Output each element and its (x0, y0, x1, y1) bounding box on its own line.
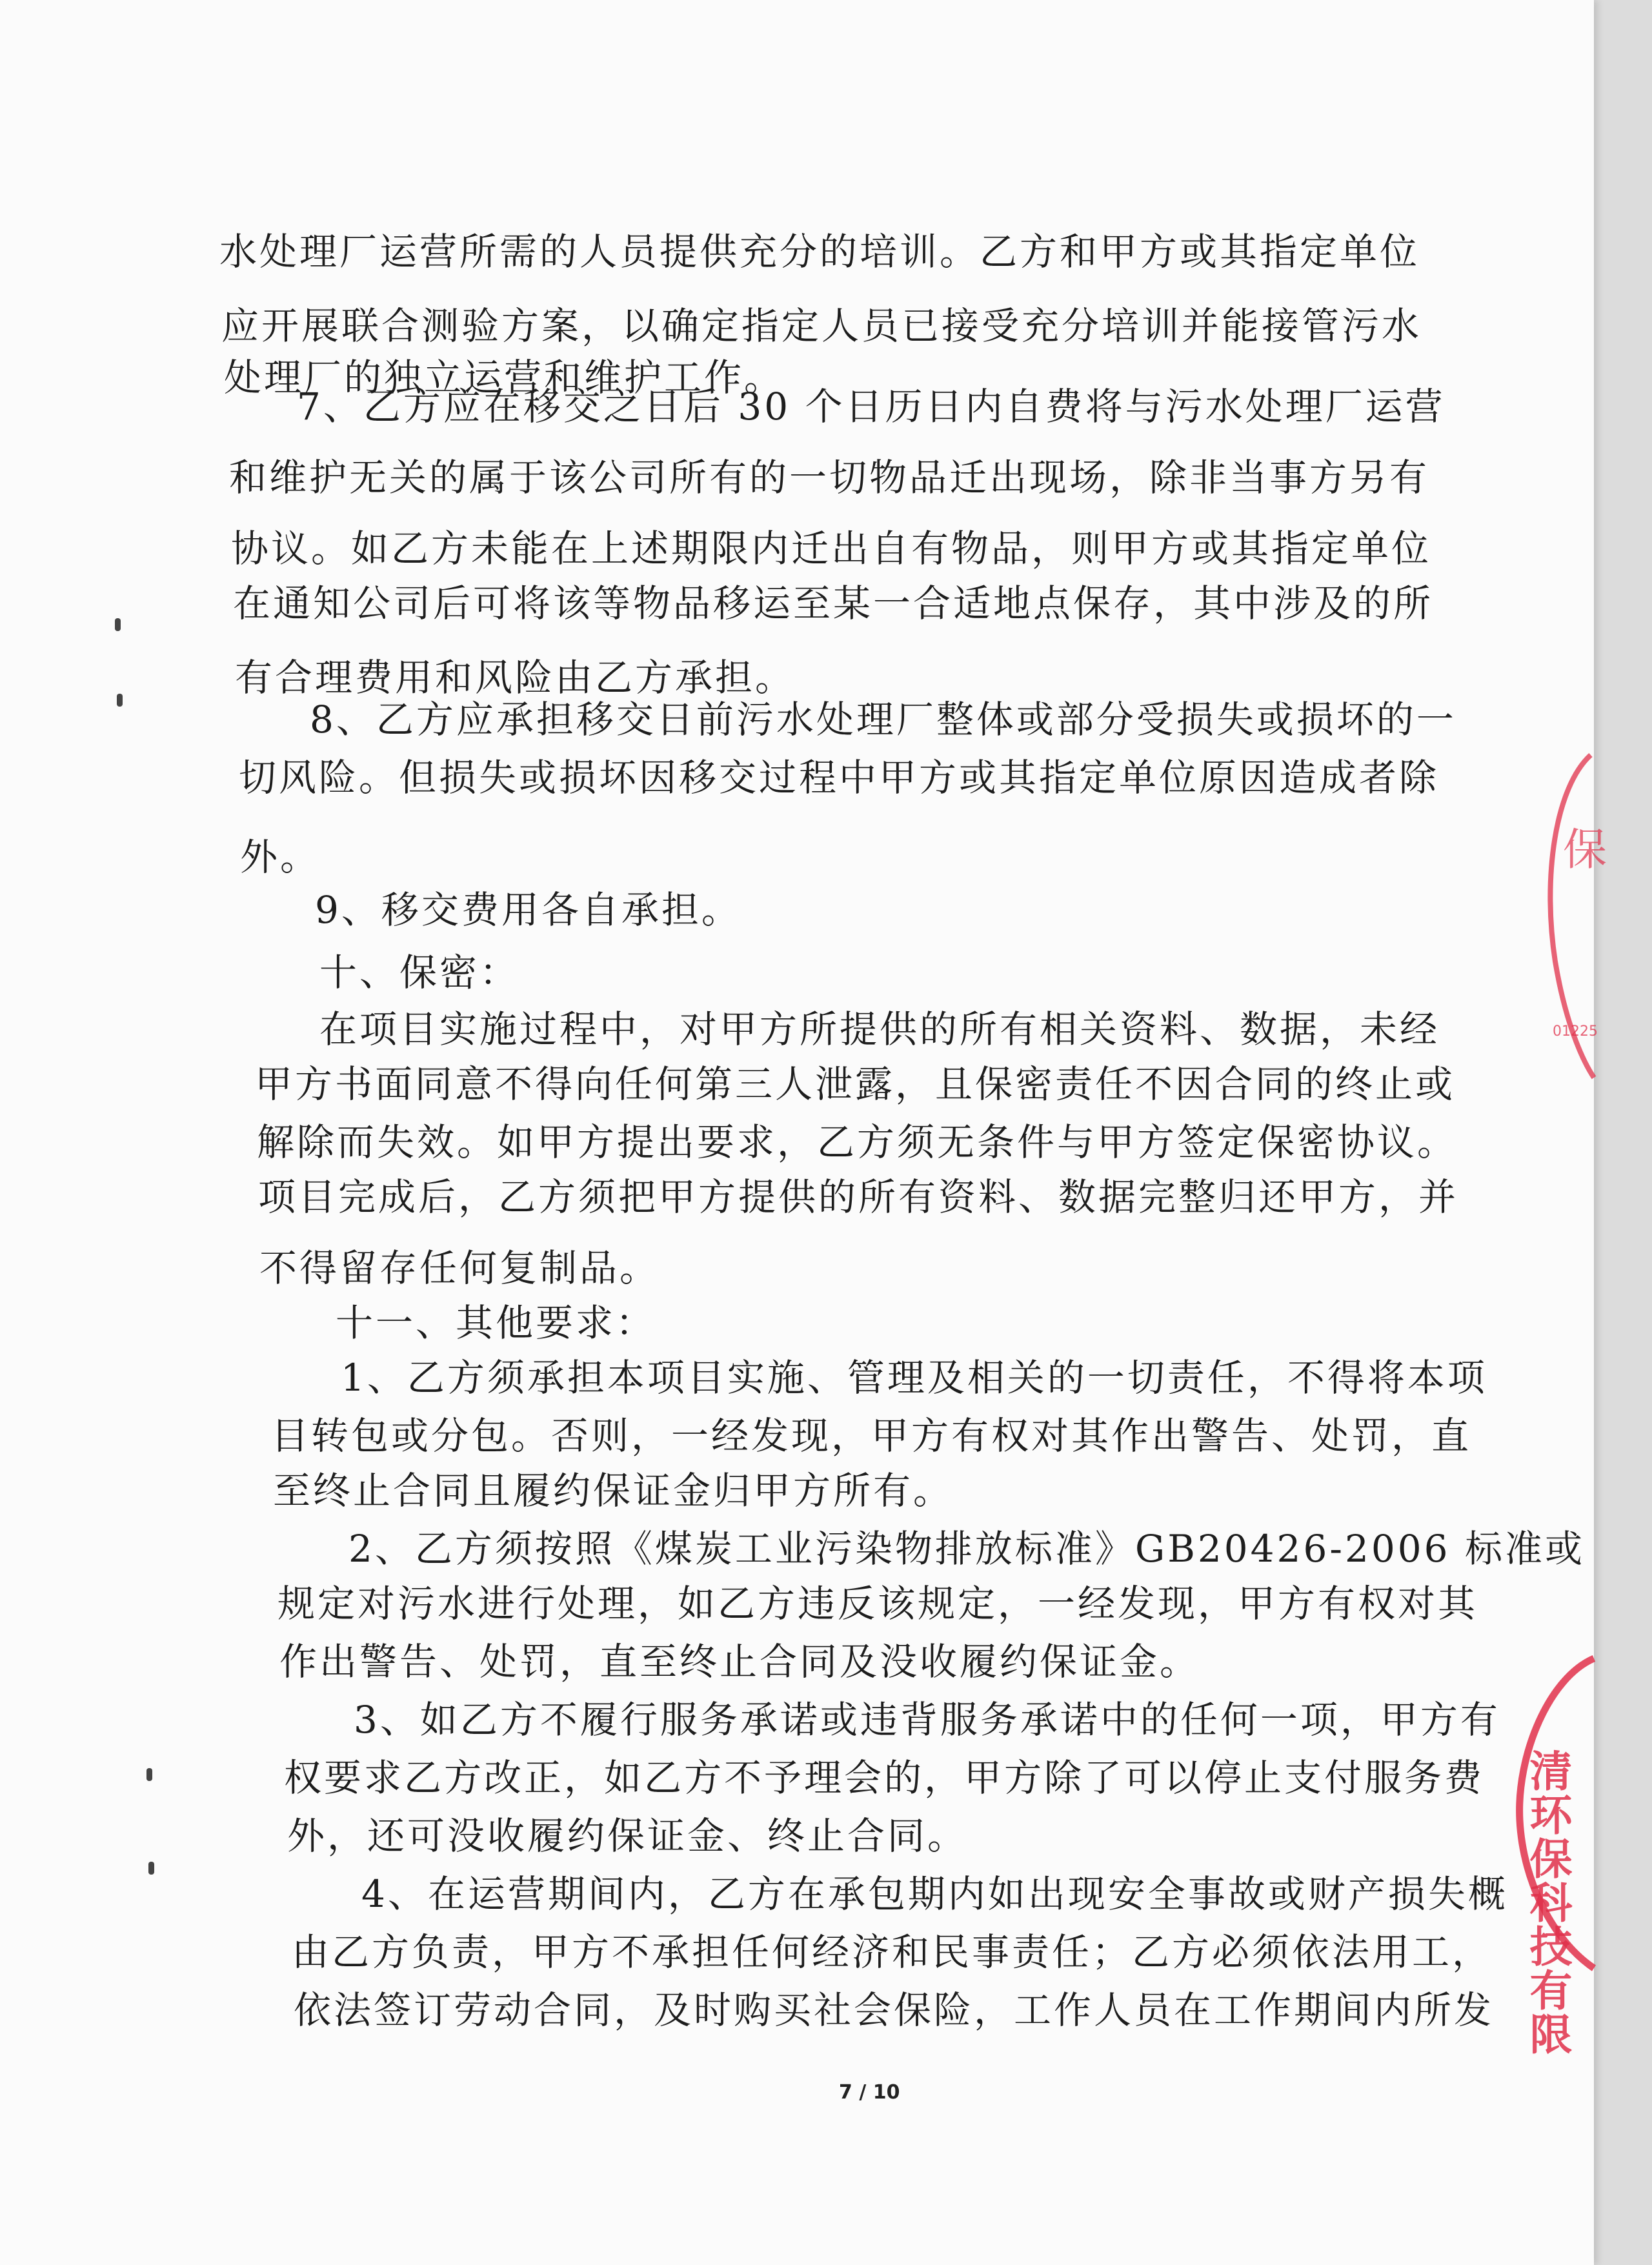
binding-hole (148, 1862, 154, 1875)
text-line: 不得留存任何复制品。 (259, 1246, 660, 1290)
text-line: 项目完成后，乙方须把甲方提供的所有资料、数据完整归还甲方，并 (258, 1175, 1459, 1219)
text-line: 由乙方负责，甲方不承担任何经济和民事责任；乙方必须依法用工， (292, 1930, 1493, 1974)
text-line: 3、如乙方不履行服务承诺或违背服务承诺中的任何一项，甲方有 (354, 1698, 1500, 1742)
text-line: 至终止合同且履约保证金归甲方所有。 (273, 1469, 954, 1513)
text-line: 外。 (240, 835, 321, 879)
section-heading: 十、保密： (319, 951, 520, 994)
text-line: 外，还可没收履约保证金、终止合同。 (287, 1814, 968, 1858)
text-line: 处理厂的独立运营和维护工作。 (224, 356, 785, 399)
text-line: 应开展联合测验方案，以确定指定人员已接受充分培训并能接管污水 (221, 304, 1422, 348)
text-line: 作出警告、处罚，直至终止合同及没收履约保证金。 (279, 1640, 1200, 1684)
text-line: 在通知公司后可将该等物品移运至某一合适地点保存，其中涉及的所 (233, 581, 1434, 625)
text-line: 甲方书面同意不得向任何第三人泄露，且保密责任不因合同的终止或 (255, 1062, 1456, 1106)
page-number: 7 / 10 (839, 2081, 900, 2104)
text-line: 2、乙方须按照《煤炭工业污染物排放标准》GB20426-2006 标准或 (348, 1527, 1586, 1571)
text-line: 依法签订劳动合同，及时购买社会保险，工作人员在工作期间内所发 (294, 1988, 1495, 2032)
text-line: 和维护无关的属于该公司所有的一切物品迁出现场，除非当事方另有 (229, 456, 1430, 499)
company-seal (1510, 1652, 1594, 2056)
seal-number: 01225 (1553, 1023, 1598, 1040)
company-seal-partial (1529, 749, 1607, 1084)
text-line: 7、乙方应在移交之日后 30 个日历日内自费将与污水处理厂运营 (297, 385, 1446, 428)
text-line: 8、乙方应承担移交日前污水处理厂整体或部分受损失或损坏的一 (310, 698, 1456, 741)
binding-hole (146, 1768, 152, 1781)
text-line: 有合理费用和风险由乙方承担。 (235, 656, 796, 700)
section-heading: 十一、其他要求： (336, 1301, 656, 1345)
text-line: 9、移交费用各自承担。 (315, 888, 741, 932)
text-line: 1、乙方须承担本项目实施、管理及相关的一切责任，不得将本项 (341, 1356, 1487, 1400)
text-line: 水处理厂运营所需的人员提供充分的培训。乙方和甲方或其指定单位 (219, 230, 1420, 274)
binding-hole (115, 618, 121, 631)
seal-text: 清环保科技有限 (1522, 1749, 1573, 2056)
text-line: 目转包或分包。否则，一经发现，甲方有权对其作出警告、处罚，直 (271, 1414, 1472, 1458)
text-line: 规定对污水进行处理，如乙方违反该规定，一经发现，甲方有权对其 (277, 1582, 1478, 1626)
text-line: 在项目实施过程中，对甲方所提供的所有相关资料、数据，未经 (319, 1007, 1440, 1051)
text-line: 权要求乙方改正，如乙方不予理会的，甲方除了可以停止支付服务费 (284, 1756, 1485, 1800)
text-line: 4、在运营期间内，乙方在承包期内如出现安全事故或财产损失概 (361, 1872, 1508, 1916)
text-line: 解除而失效。如甲方提出要求，乙方须无条件与甲方签定保密协议。 (257, 1120, 1458, 1164)
binding-hole (117, 694, 123, 707)
text-line: 切风险。但损失或损坏因移交过程中甲方或其指定单位原因造成者除 (239, 756, 1440, 800)
text-line: 协议。如乙方未能在上述期限内迁出自有物品，则甲方或其指定单位 (231, 527, 1432, 570)
seal-character: 保 (1563, 825, 1607, 876)
